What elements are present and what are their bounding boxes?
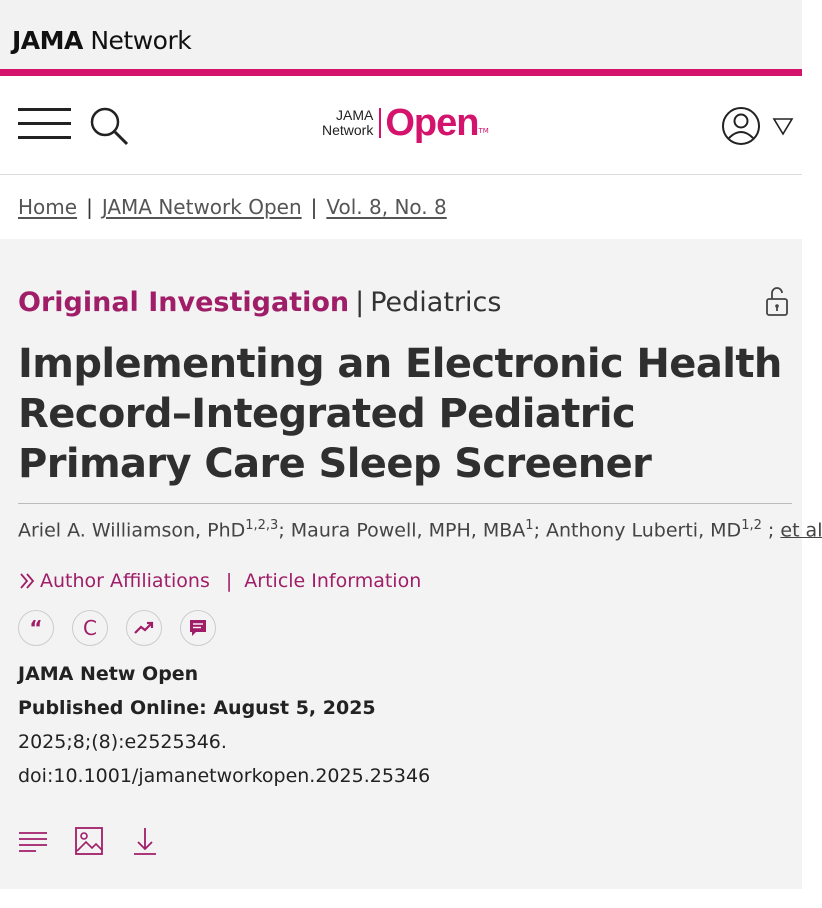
author-name[interactable]: Anthony Luberti, MD [546, 519, 742, 542]
author-affiliation-sup: 1,2 [741, 518, 762, 533]
full-text-icon[interactable] [18, 825, 48, 857]
breadcrumb-issue[interactable]: Vol. 8, No. 8 [326, 195, 447, 219]
article-subject[interactable]: Pediatrics [370, 287, 502, 318]
page-bottom-space [0, 889, 802, 908]
article-title: Implementing an Electronic Health Record–Integrated Pediatric Primary Care Sleep Screener [18, 341, 782, 487]
doi[interactable]: doi:10.1001/jamanetworkopen.2025.25346 [18, 765, 431, 787]
author-separator: ; [278, 519, 285, 542]
brand-network: Network [90, 26, 192, 55]
published-date: Published Online: August 5, 2025 [18, 697, 376, 719]
logo-line2: Network [322, 122, 374, 138]
et-al-link[interactable]: et al [780, 519, 822, 542]
logo-tm: TM [478, 127, 489, 135]
cite-button[interactable] [18, 610, 54, 646]
author-separator: ; [533, 519, 540, 542]
article-information-link[interactable]: Article Information [244, 570, 422, 592]
article-info-links [18, 570, 421, 592]
menu-button[interactable] [18, 108, 71, 140]
account-dropdown-icon[interactable] [772, 116, 794, 136]
metrics-button[interactable] [126, 610, 162, 646]
article-category [18, 287, 501, 318]
comments-button[interactable] [180, 610, 216, 646]
article-header [0, 239, 822, 889]
trending-up-icon [134, 621, 154, 635]
breadcrumb-separator: | [86, 195, 93, 219]
article-tools [18, 825, 160, 857]
network-topbar [0, 0, 802, 69]
logo-wordmark [322, 108, 381, 138]
breadcrumb [0, 175, 802, 239]
jama-network-open-logo[interactable] [322, 103, 489, 143]
journal-abbrev: JAMA Netw Open [18, 663, 199, 685]
author-list [18, 518, 822, 541]
author-name[interactable]: Ariel A. Williamson, PhD [18, 519, 246, 542]
article-type: Original Investigation [18, 287, 350, 318]
author-affiliation-sup: 1 [525, 518, 534, 533]
comment-icon [189, 619, 207, 637]
citation-block [18, 657, 430, 793]
double-chevron-right-icon [18, 572, 36, 590]
accent-divider [0, 69, 802, 76]
citation-volume: 2025;8;(8):e2525346. [18, 731, 227, 753]
breadcrumb-home[interactable]: Home [18, 195, 78, 219]
article-actions [18, 610, 216, 646]
author-affiliations-link[interactable]: Author Affiliations [40, 570, 210, 592]
title-divider [18, 503, 792, 504]
figures-image-icon[interactable] [74, 825, 104, 857]
hamburger-icon [18, 108, 71, 111]
brand-jama: JAMA [12, 26, 83, 55]
links-separator: | [225, 570, 233, 592]
breadcrumb-separator: | [310, 195, 318, 219]
download-icon[interactable] [130, 825, 160, 857]
user-account-icon[interactable] [721, 106, 761, 146]
open-access-unlock-icon [764, 285, 790, 317]
permissions-button[interactable] [72, 610, 108, 646]
jama-network-brand[interactable] [12, 26, 191, 55]
breadcrumb-journal[interactable]: JAMA Network Open [101, 195, 302, 219]
site-header [0, 76, 802, 175]
copyright-icon: C [83, 616, 97, 640]
quote-icon: “ [29, 616, 43, 640]
logo-line1: JAMA [336, 107, 374, 123]
author-affiliation-sup: 1,2,3 [245, 518, 279, 533]
logo-open: Open [385, 101, 479, 144]
author-name[interactable]: Maura Powell, MPH, MBA [290, 519, 526, 542]
category-separator: | [355, 287, 365, 318]
search-icon[interactable] [89, 106, 129, 146]
author-separator: ; [767, 519, 775, 542]
